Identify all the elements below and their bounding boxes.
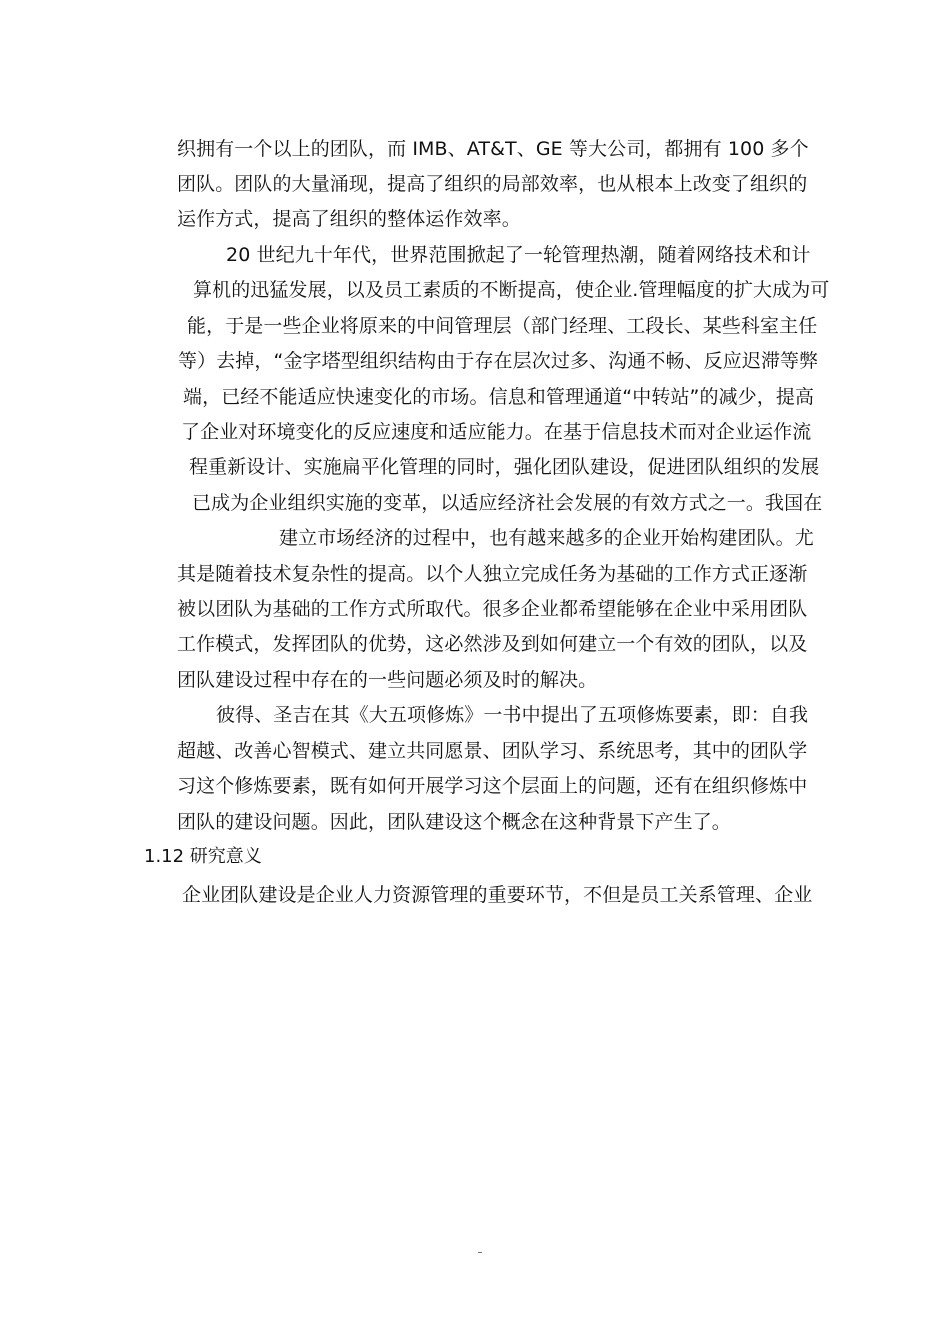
paragraph-2-line-5: 端，已经不能适应快速变化的市场。信息和管理通道“中转站”的减少，提高 [183, 386, 815, 408]
paragraph-3-line-1: 彼得、圣吉在其《大五项修炼》一书中提出了五项修炼要素，即：自我 [216, 704, 809, 726]
section-heading: 1.12 研究意义 [144, 846, 262, 867]
paragraph-2-line-13: 团队建设过程中存在的一些问题必须及时的解决。 [177, 669, 598, 691]
paragraph-2-line-12: 工作模式，发挥团队的优势，这必然涉及到如何建立一个有效的团队，以及 [177, 633, 808, 655]
final-paragraph-line-1: 企业团队建设是企业人力资源管理的重要环节，不但是员工关系管理、企业 [182, 884, 813, 906]
paragraph-1-line-2: 团队。团队的大量涌现，提高了组织的局部效率，也从根本上改变了组织的 [177, 173, 808, 195]
paragraph-2-line-4: 等）去掉，“金字塔型组织结构由于存在层次过多、沟通不畅、反应迟滞等弊 [178, 350, 819, 372]
paragraph-2-line-1: 20 世纪九十年代，世界范围掀起了一轮管理热潮，随着网络技术和计 [226, 244, 811, 266]
paragraph-3-line-2: 超越、改善心智模式、建立共同愿景、团队学习、系统思考，其中的团队学 [177, 740, 808, 762]
paragraph-2-line-2: 算机的迅猛发展，以及员工素质的不断提高，使企业.管理幅度的扩大成为可 [193, 279, 830, 301]
paragraph-3-line-4: 团队的建设问题。因此，团队建设这个概念在这种背景下产生了。 [177, 811, 731, 833]
paragraph-1-line-3: 运作方式，提高了组织的整体运作效率。 [177, 208, 521, 230]
paragraph-3-line-3: 习这个修炼要素，既有如何开展学习这个层面上的问题，还有在组织修炼中 [177, 775, 808, 797]
paragraph-2-line-3: 能，于是一些企业将原来的中间管理层（部门经理、工段长、某些科室主任 [187, 315, 818, 337]
paragraph-2-line-10: 其是随着技术复杂性的提高。以个人独立完成任务为基础的工作方式正逐渐 [177, 563, 808, 585]
paragraph-2-line-8: 已成为企业组织实施的变革，以适应经济社会发展的有效方式之一。我国在 [192, 492, 823, 514]
paragraph-2-line-7: 程重新设计、实施扁平化管理的同时，强化团队建设，促进团队组织的发展 [189, 456, 820, 478]
paragraph-1-line-1: 织拥有一个以上的团队，而 IMB、AT&T、GE 等大公司，都拥有 100 多个 [177, 138, 809, 160]
page-footer-mark [478, 1252, 482, 1253]
paragraph-2-line-9: 建立市场经济的过程中，也有越来越多的企业开始构建团队。尤 [279, 527, 814, 549]
paragraph-2-line-11: 被以团队为基础的工作方式所取代。很多企业都希望能够在企业中采用团队 [177, 598, 808, 620]
paragraph-2-line-6: 了企业对环境变化的反应速度和适应能力。在基于信息技术而对企业运作流 [181, 421, 812, 443]
